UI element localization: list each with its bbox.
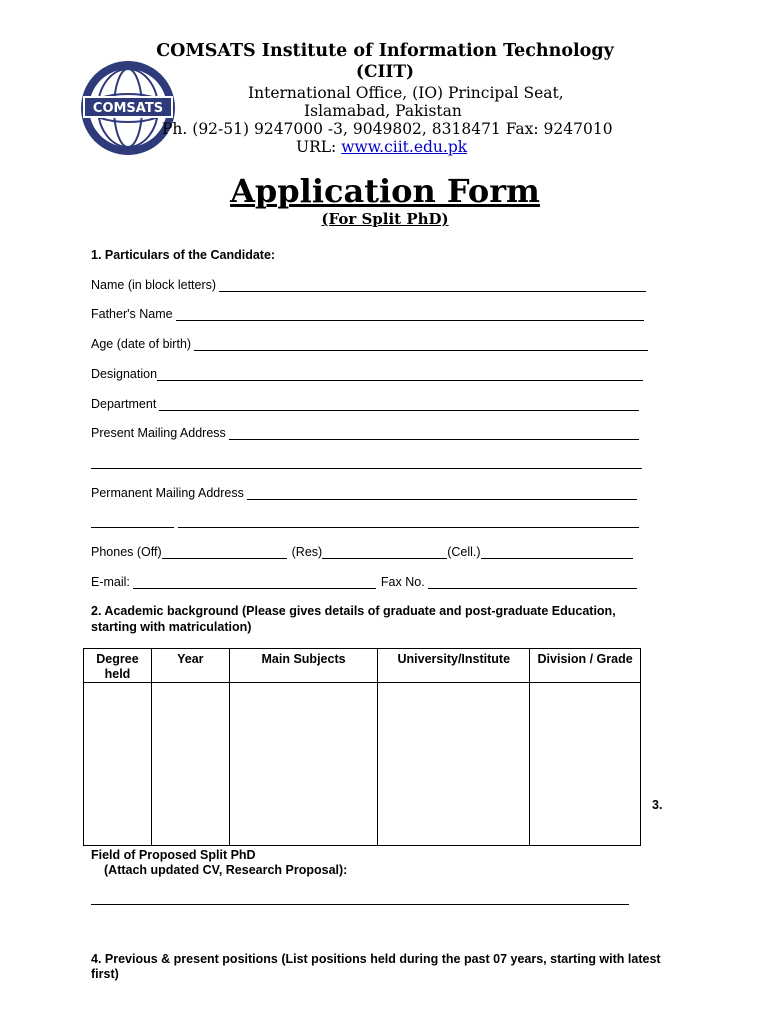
permanent-address-line-2b[interactable]	[178, 527, 639, 528]
section4-heading-line2: first)	[91, 967, 119, 981]
section1-heading: 1. Particulars of the Candidate:	[91, 248, 276, 262]
permanent-address-label: Permanent Mailing Address	[91, 486, 244, 500]
present-address-line-2[interactable]	[91, 468, 642, 469]
fax-line[interactable]	[428, 576, 637, 589]
table-row[interactable]	[84, 683, 641, 846]
phone-cell-line[interactable]	[481, 546, 633, 559]
section3-number: 3.	[652, 798, 663, 812]
age-field[interactable]	[91, 337, 648, 351]
col-degree: Degree held	[84, 649, 152, 683]
present-address-label: Present Mailing Address	[91, 426, 226, 440]
email-fax-field[interactable]	[91, 575, 637, 589]
url-link[interactable]: www.ciit.edu.pk	[341, 138, 468, 156]
father-label: Father's Name	[91, 307, 173, 321]
permanent-address-line-2a[interactable]	[91, 527, 174, 528]
age-line[interactable]	[194, 338, 648, 351]
svg-text:COMSATS: COMSATS	[92, 101, 164, 116]
table-header-row	[84, 649, 641, 683]
cell-university[interactable]	[378, 683, 530, 846]
phone-off-line[interactable]	[162, 546, 287, 559]
present-address-line[interactable]	[229, 427, 639, 440]
designation-line[interactable]	[157, 368, 643, 381]
name-label: Name (in block letters)	[91, 278, 217, 292]
present-address-field[interactable]	[91, 426, 639, 440]
office-line: International Office, (IO) Principal Seat,	[248, 84, 564, 102]
name-line[interactable]	[219, 279, 646, 292]
phone-line: Ph. (92-51) 9247000 -3, 9049802, 8318471 Fax: 9247010	[162, 120, 613, 138]
department-field[interactable]	[91, 397, 639, 411]
cell-year[interactable]	[151, 683, 229, 846]
phone-res-line[interactable]	[322, 546, 447, 559]
proposed-field-line[interactable]	[91, 904, 629, 905]
col-university: University/Institute	[378, 649, 530, 683]
city-line: Islamabad, Pakistan	[304, 102, 462, 120]
department-line[interactable]	[159, 398, 639, 411]
col-division: Division / Grade	[530, 649, 641, 683]
father-field[interactable]	[91, 307, 644, 321]
permanent-address-line[interactable]	[247, 487, 637, 500]
name-field[interactable]	[91, 278, 646, 292]
age-label: Age (date of birth)	[91, 337, 192, 351]
designation-label: Designation	[91, 367, 158, 381]
col-subjects: Main Subjects	[229, 649, 378, 683]
phone-off-label: Phones (Off)	[91, 545, 162, 559]
permanent-address-field[interactable]	[91, 486, 637, 500]
academic-table	[83, 648, 641, 846]
email-label: E-mail:	[91, 575, 130, 589]
section2-heading-line2: starting with matriculation)	[91, 620, 252, 634]
phone-res-label: (Res)	[291, 545, 323, 559]
institute-name: COMSATS Institute of Information Technology	[156, 41, 614, 61]
cell-degree[interactable]	[84, 683, 152, 846]
designation-field[interactable]	[91, 367, 643, 381]
section3-note: (Attach updated CV, Research Proposal):	[104, 863, 348, 877]
cell-division[interactable]	[530, 683, 641, 846]
father-line[interactable]	[176, 308, 644, 321]
phones-field[interactable]	[91, 545, 633, 559]
form-subtitle: (For Split PhD)	[321, 210, 449, 228]
phone-cell-label: (Cell.)	[447, 545, 481, 559]
section3-heading: Field of Proposed Split PhD	[91, 848, 256, 862]
col-year: Year	[151, 649, 229, 683]
fax-label: Fax No.	[380, 575, 425, 589]
url-line	[296, 138, 467, 156]
section4-heading-line1: 4. Previous & present positions (List positions held during the past 07 years, starting with latest	[91, 952, 661, 966]
email-line[interactable]	[133, 576, 376, 589]
department-label: Department	[91, 397, 157, 411]
section2-heading-line1: 2. Academic background (Please gives details of graduate and post-graduate Education,	[91, 604, 616, 618]
form-title: Application Form	[230, 172, 540, 210]
url-label: URL:	[296, 138, 337, 156]
cell-subjects[interactable]	[229, 683, 378, 846]
institute-acronym: (CIIT)	[355, 62, 415, 82]
